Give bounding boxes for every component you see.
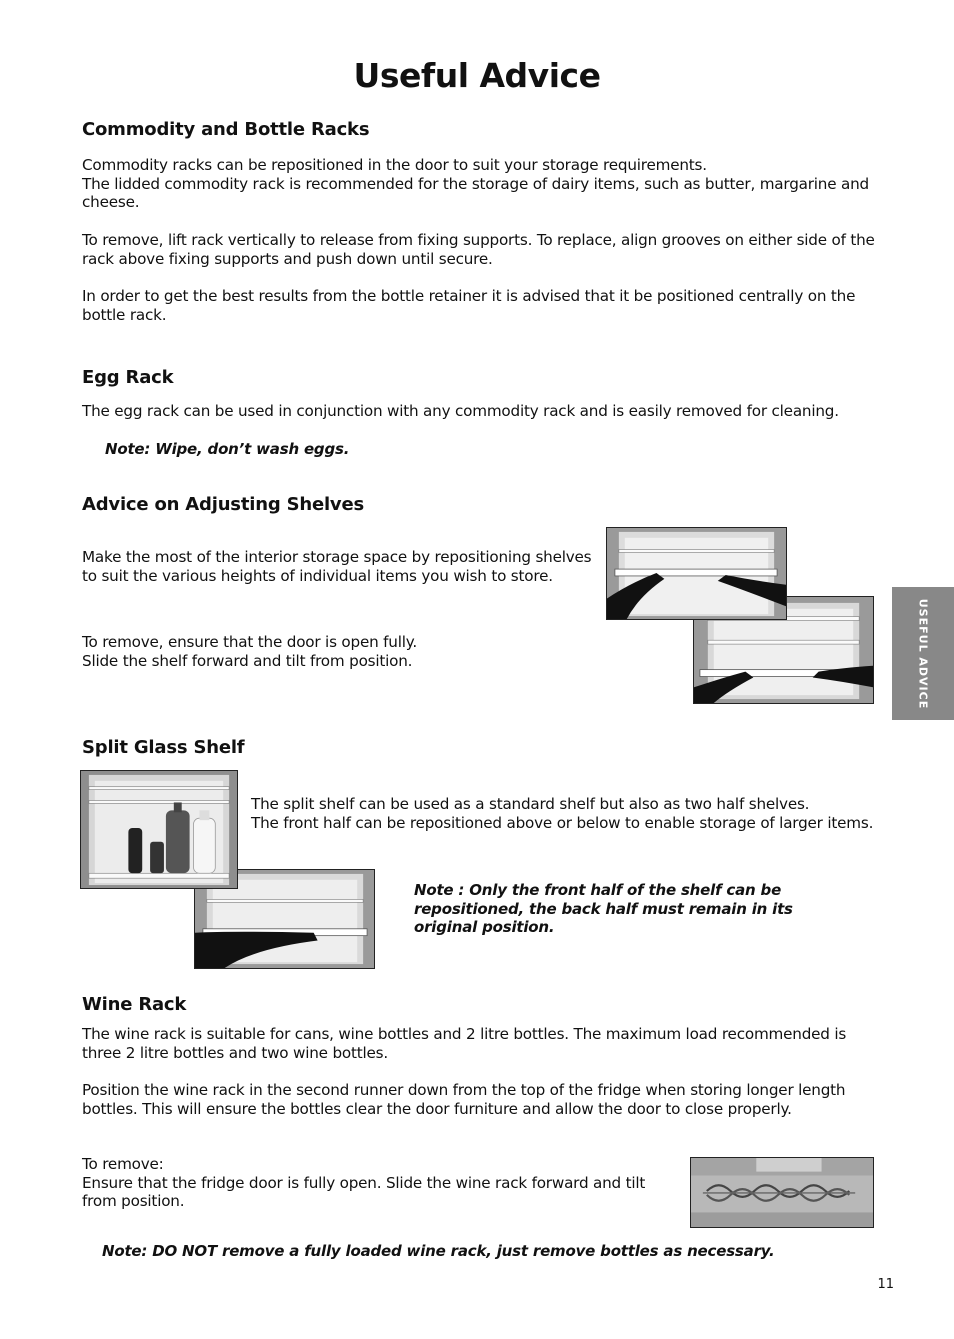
wine-p3-line2: Ensure that the fridge door is fully open. Slide the wine rack forward and tilt from position. (82, 1173, 646, 1211)
split-paragraph-1 (251, 795, 881, 832)
wine-p3-line1: To remove: (82, 1155, 164, 1173)
shelves-p2-line2: Slide the shelf forward and tilt from position. (82, 651, 413, 670)
side-tab-label: USEFUL ADVICE (916, 598, 930, 709)
heading-wine-rack: Wine Rack (82, 994, 187, 1015)
commodity-paragraph-2: To remove, lift rack vertically to release from fixing supports. To replace, align grooves on either side of the rack above fixing supports and push down until secure. (82, 231, 875, 268)
wine-rack-photo (690, 1157, 874, 1228)
split-p1-line2: The front half can be repositioned above or below to enable storage of larger items. (251, 813, 874, 832)
shelves-paragraph-1: Make the most of the interior storage space by repositioning shelves to suit the various heights of individual items you wish to store. (82, 548, 592, 585)
page-title: Useful Advice (353, 56, 601, 95)
wine-paragraph-2: Position the wine rack in the second runner down from the top of the fridge when storing longer length bottles. This will ensure the bottles clear the door furniture and allow the door to close properly. (82, 1081, 846, 1118)
shelf-photo-1 (606, 527, 787, 620)
split-shelf-photo-1 (80, 770, 238, 889)
heading-commodity-racks: Commodity and Bottle Racks (82, 119, 370, 140)
wine-paragraph-3 (82, 1155, 682, 1211)
commodity-p1-line1: Commodity racks can be repositioned in the door to suit your storage requirements. (82, 156, 707, 174)
heading-egg-rack: Egg Rack (82, 367, 174, 388)
commodity-paragraph-3: In order to get the best results from the bottle retainer it is advised that it be positioned centrally on the bottle rack. (82, 287, 856, 324)
wine-note: Note: DO NOT remove a fully loaded wine rack, just remove bottles as necessary. (102, 1242, 775, 1260)
wine-paragraph-1: The wine rack is suitable for cans, wine bottles and 2 litre bottles. The maximum load recommended is three 2 litre bottles and two wine bottles. (82, 1025, 847, 1062)
heading-adjusting-shelves: Advice on Adjusting Shelves (82, 494, 364, 515)
shelves-p2-line1: To remove, ensure that the door is open fully. (82, 633, 417, 651)
commodity-paragraph-1 (82, 156, 882, 212)
split-p1-line1: The split shelf can be used as a standard shelf but also as two half shelves. (251, 795, 810, 813)
shelves-paragraph-2 (82, 633, 594, 670)
commodity-p1-line2: The lidded commodity rack is recommended for the storage of dairy items, such as butter, margarine and cheese. (82, 174, 869, 212)
egg-paragraph-1: The egg rack can be used in conjunction with any commodity rack and is easily removed for cleaning. (82, 402, 839, 420)
heading-split-glass-shelf: Split Glass Shelf (82, 737, 245, 758)
page-number: 11 (877, 1277, 894, 1292)
side-tab-useful-advice (892, 587, 954, 720)
split-note: Note : Only the front half of the shelf can be repositioned, the back half must remain in its original position. (414, 881, 793, 937)
egg-note: Note: Wipe, don’t wash eggs. (105, 440, 350, 458)
